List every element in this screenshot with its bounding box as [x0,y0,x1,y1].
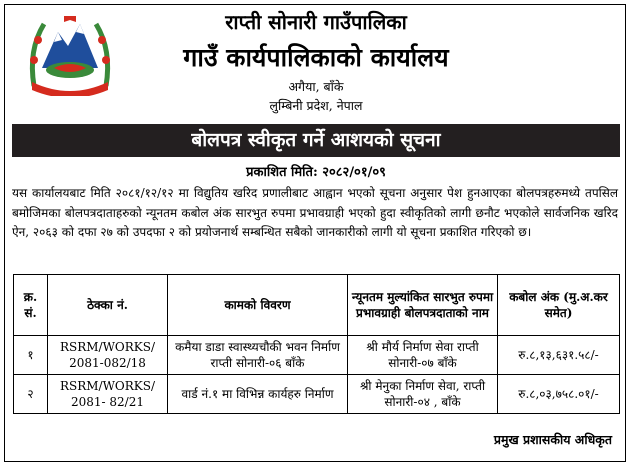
office-location-line1: अगैया, बाँके [288,79,344,94]
row-description: कमैया डाडा स्वास्थ्यचौकी भवन निर्माण राप्ती सोनारी-०६ बाँके [168,336,348,375]
published-date: प्रकाशित मिति: २०८२/०१/०९ [246,165,386,180]
office-name: गाउँ कार्यपालिकाको कार्यालय [183,43,449,72]
column-header-contract-no: ठेक्का नं. [48,275,168,336]
row-sn: १ [14,336,48,375]
row-contract-no: RSRM/WORKS/ 2081-082/18 [48,336,168,375]
bid-acceptance-table [13,274,620,414]
municipality-name: राप्ती सोनारी गाउँपालिका [225,10,407,34]
column-header-sn: क्र. सं. [14,275,48,336]
table-row [14,375,620,414]
row-contract-no: RSRM/WORKS/ 2081- 82/21 [48,375,168,414]
row-description: वार्ड नं.१ मा विभिन्न कार्यहरु निर्माण [168,375,348,414]
table-row [14,336,620,375]
row-bidder: श्री मेनुका निर्माण सेवा, राप्ती सोनारी-०४ , बाँके [348,375,498,414]
row-bidder: श्री मौर्य निर्माण सेवा राप्ती सोनारी-०७ बाँके [348,336,498,375]
office-location-line2: लुम्बिनी प्रदेश, नेपाल [269,98,363,113]
row-sn: २ [14,375,48,414]
notice-title-banner: बोलपत्र स्वीकृत गर्ने आशयको सूचना [12,124,620,157]
signoff-title: प्रमुख प्रशासकीय अधिकृत [493,432,612,447]
column-header-bidder: न्यूनतम मुल्यांकित सारभुत रुपमा प्रभावग्राही बोलपत्रदाताको नाम [348,275,498,336]
notice-body-text: यस कार्यालयबाट मिति २०८१/१२/१२ मा विद्युतिय खरिद प्रणालीबाट आह्वान भएको सूचना अनुसार पेश हुनआएका बोलपत्रहरुमध्ये तपसिल बमोजिमका बोलपत्रदाताहरुको न्यूनतम कबोल अंक सारभुत रुपमा प्रभावग्राही भएको हुदा स्वीकृतिको लागी छनौट भएकोले सार्वजनिक खरिद ऐन, २०६३ को दफा २७ को उपदफा २ को प्रयोजनार्थ सम्बन्धित सबैको जानकारीको लागी यो सूचना प्रकाशित गरिएको छ। [12,186,618,239]
table-header-row [14,275,620,336]
column-header-amount: कबोल अंक (मु.अ.कर समेत) [498,275,620,336]
column-header-description: कामको विवरण [168,275,348,336]
row-amount: रु.८,०३,७५८.०१/- [498,375,620,414]
row-amount: रु.८,१३,६३१.५८/- [498,336,620,375]
